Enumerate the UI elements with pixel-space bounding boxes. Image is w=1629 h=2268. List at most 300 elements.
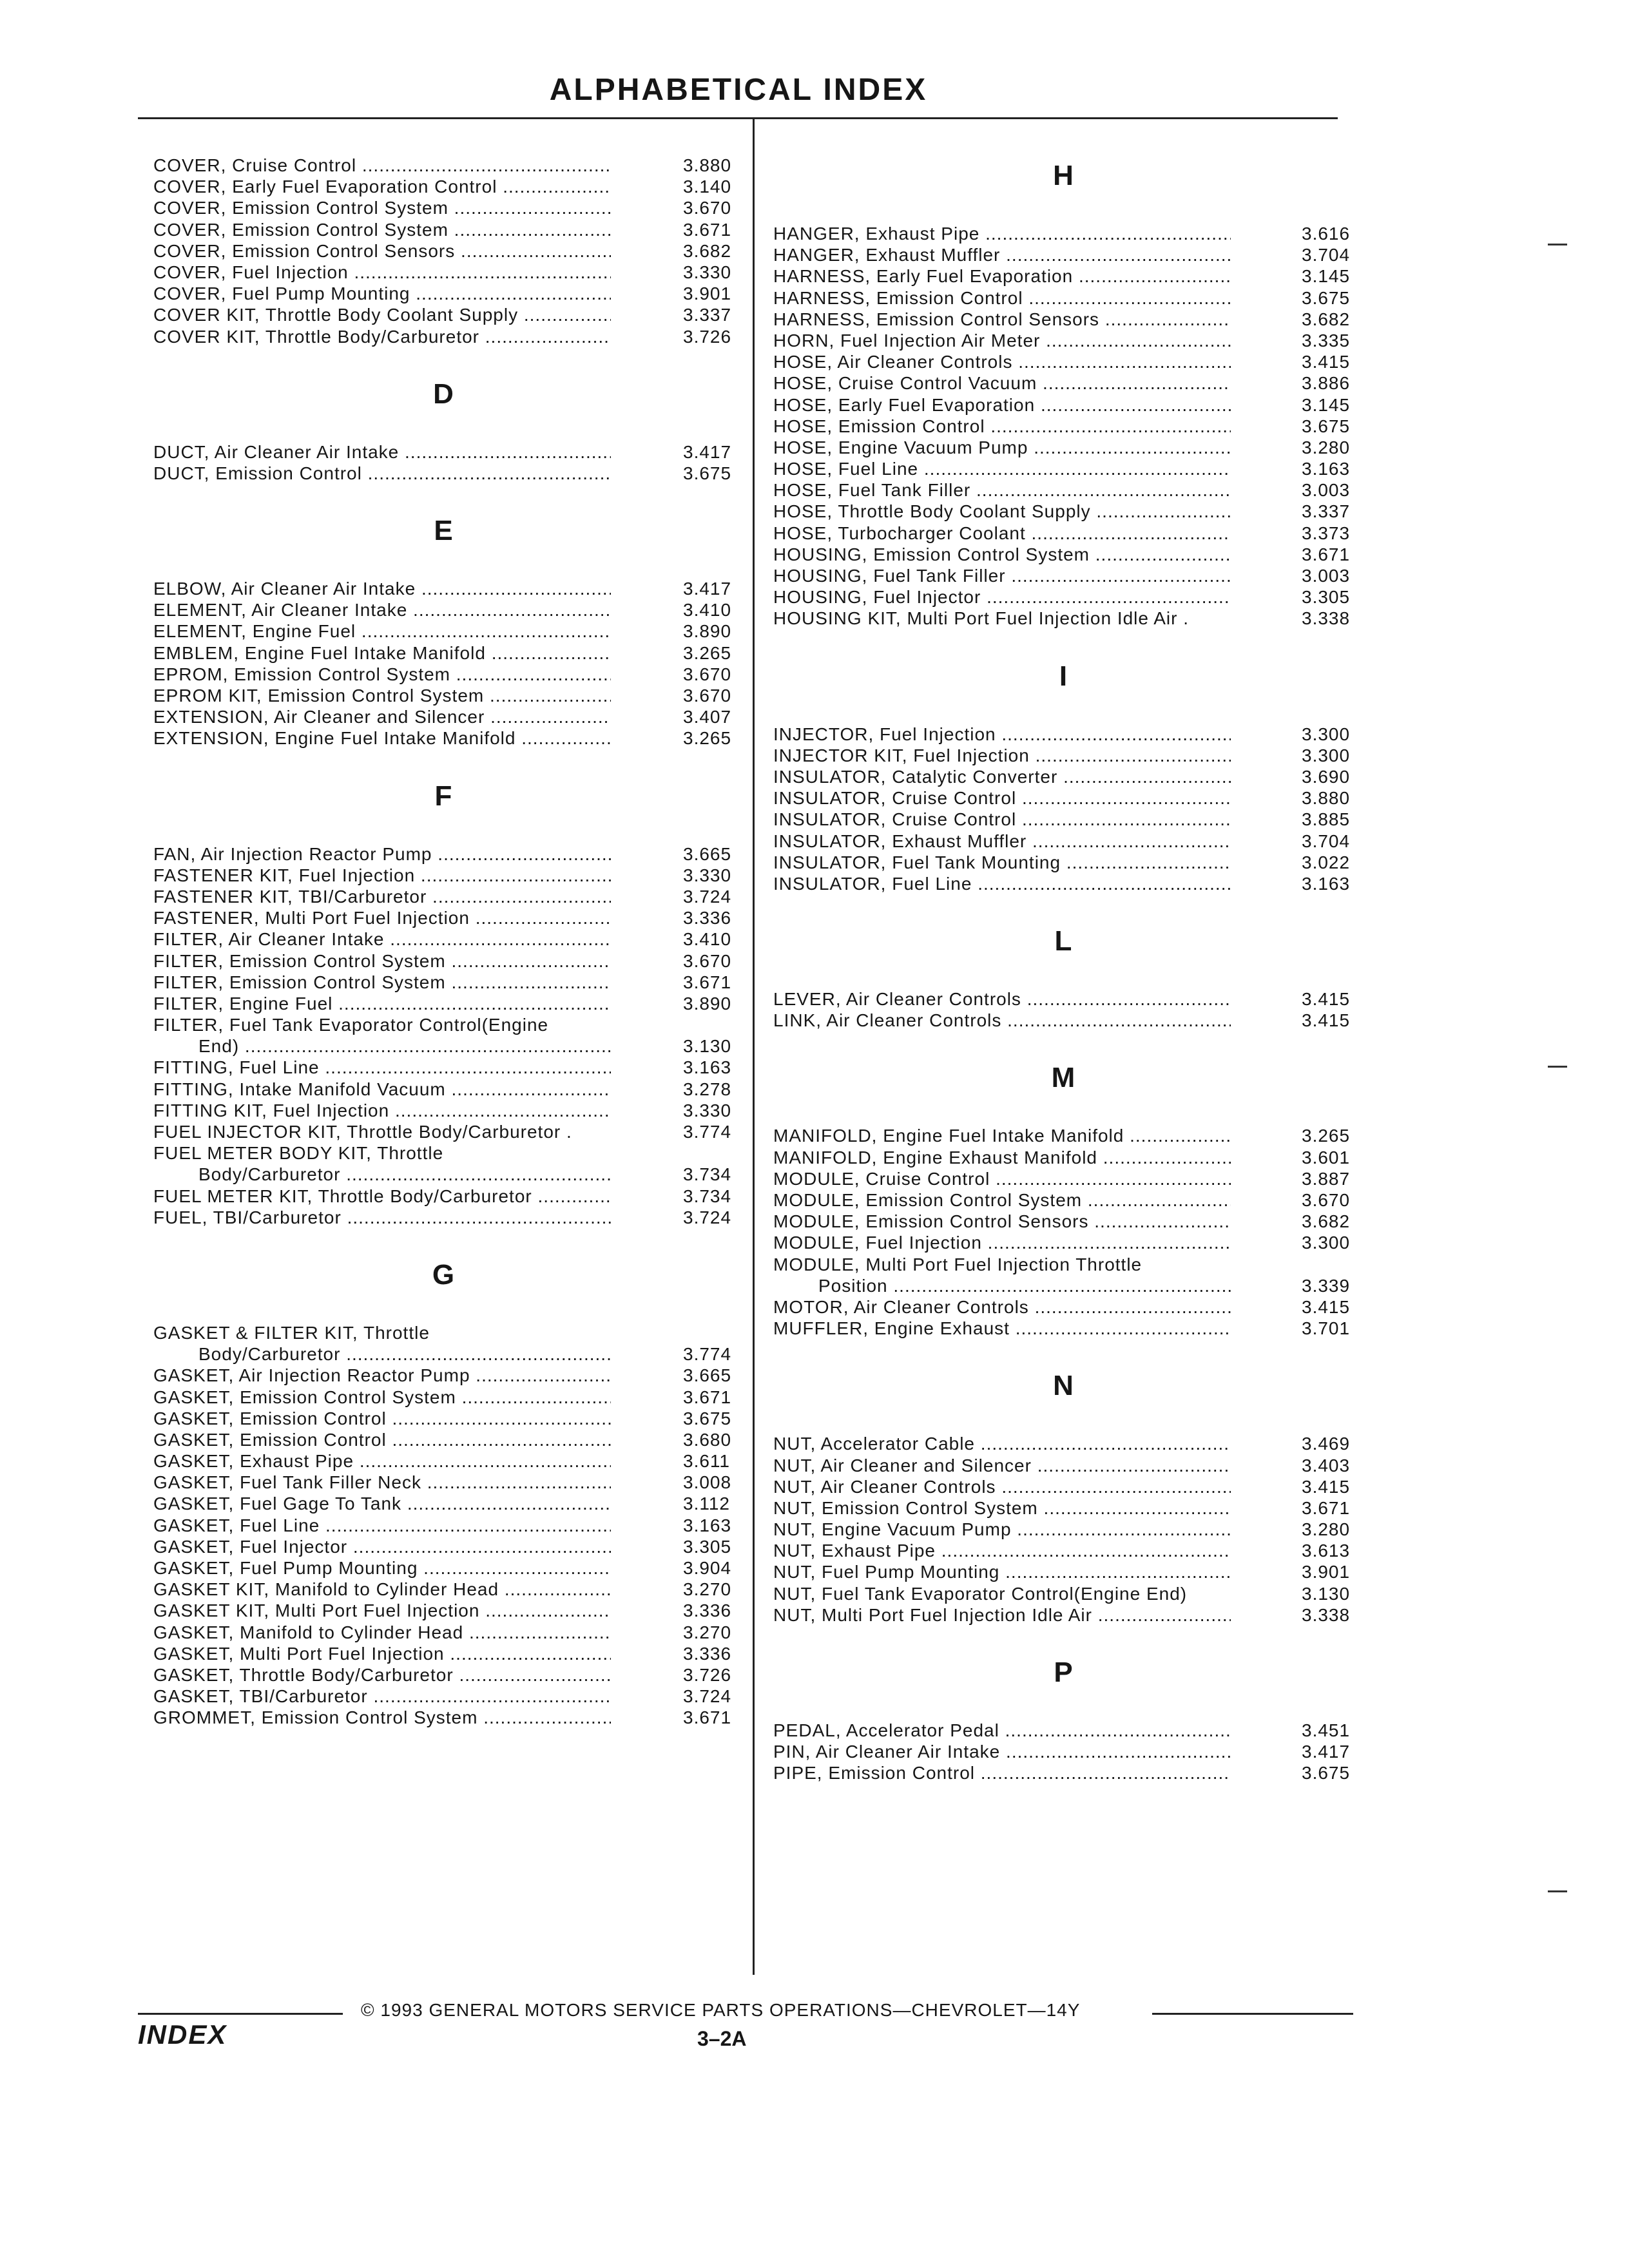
index-entry bbox=[773, 766, 1353, 787]
entry-page-ref: 3.724 bbox=[683, 1207, 732, 1227]
index-entry bbox=[773, 544, 1353, 565]
entry-name: FITTING, Intake Manifold Vacuum ..... bbox=[153, 1079, 611, 1100]
entry-name: EXTENSION, Engine Fuel Intake Manifold ..... bbox=[153, 727, 611, 749]
entry-name: HOSE, Early Fuel Evaporation ..... bbox=[773, 394, 1231, 416]
index-entry bbox=[153, 304, 733, 325]
index-entry bbox=[153, 283, 733, 304]
index-entry bbox=[153, 1186, 733, 1207]
index-entry bbox=[153, 1207, 733, 1228]
entry-page-ref: 3.904 bbox=[683, 1558, 732, 1579]
entry-page-ref: 3.305 bbox=[683, 1536, 732, 1557]
entry-page-ref: 3.675 bbox=[683, 1408, 732, 1428]
entry-name-continuation: Position ..... bbox=[773, 1275, 1231, 1296]
index-entry bbox=[153, 685, 733, 706]
entry-name: COVER, Cruise Control ..... bbox=[153, 155, 611, 176]
title-divider bbox=[138, 117, 1338, 119]
entry-name: GASKET, Throttle Body/Carburetor ..... bbox=[153, 1664, 611, 1686]
entry-page-ref: 3.690 bbox=[1302, 766, 1351, 787]
entry-page-ref: 3.675 bbox=[683, 463, 732, 483]
entry-name: FILTER, Air Cleaner Intake ..... bbox=[153, 928, 611, 950]
index-entry bbox=[153, 1707, 733, 1728]
index-entry bbox=[153, 972, 733, 993]
index-entry bbox=[773, 1189, 1353, 1211]
entry-page-ref: 3.265 bbox=[683, 642, 732, 663]
entry-page-ref: 3.330 bbox=[683, 865, 732, 885]
entry-page-ref: 3.337 bbox=[683, 305, 732, 325]
entry-page-ref: 3.613 bbox=[1302, 1541, 1351, 1561]
entry-name: ELEMENT, Engine Fuel ..... bbox=[153, 620, 611, 642]
entry-name: FUEL INJECTOR KIT, Throttle Body/Carburetor . bbox=[153, 1122, 572, 1142]
index-entry bbox=[773, 372, 1353, 394]
index-entry bbox=[153, 1579, 733, 1600]
index-entry bbox=[773, 1232, 1353, 1253]
index-entry bbox=[773, 1318, 1353, 1339]
entry-name: COVER, Emission Control System ..... bbox=[153, 219, 611, 240]
section-spacer bbox=[153, 749, 733, 775]
entry-page-ref: 3.901 bbox=[683, 284, 732, 304]
index-entry bbox=[153, 599, 733, 620]
entry-page-ref: 3.415 bbox=[1302, 989, 1351, 1010]
entry-name: HOSE, Fuel Line ..... bbox=[773, 458, 1231, 479]
index-column-left bbox=[153, 155, 733, 1729]
entry-page-ref: 3.704 bbox=[1302, 245, 1351, 265]
index-entry bbox=[153, 1493, 733, 1514]
entry-name: HOSE, Emission Control ..... bbox=[773, 416, 1231, 437]
index-entry bbox=[153, 1121, 733, 1142]
entry-page-ref: 3.890 bbox=[683, 621, 732, 642]
entry-page-ref: 3.280 bbox=[1302, 437, 1351, 457]
entry-name-line1: GASKET & FILTER KIT, Throttle bbox=[153, 1322, 430, 1343]
index-entry bbox=[153, 664, 733, 685]
entry-name: FAN, Air Injection Reactor Pump ..... bbox=[153, 843, 611, 865]
index-entry bbox=[773, 852, 1353, 873]
entry-page-ref: 3.901 bbox=[1302, 1562, 1351, 1582]
margin-mark bbox=[1548, 1890, 1567, 1892]
index-entry bbox=[153, 865, 733, 886]
entry-page-ref: 3.163 bbox=[1302, 459, 1351, 479]
entry-name: INSULATOR, Fuel Tank Mounting ..... bbox=[773, 852, 1231, 873]
section-letter-l: L bbox=[1054, 925, 1072, 957]
entry-page-ref: 3.886 bbox=[1302, 373, 1351, 394]
entry-page-ref: 3.163 bbox=[1302, 873, 1351, 894]
entry-page-ref: 3.373 bbox=[1302, 523, 1351, 543]
section-spacer bbox=[773, 1099, 1353, 1125]
entry-name: EPROM, Emission Control System ..... bbox=[153, 664, 611, 685]
index-entry bbox=[153, 1365, 733, 1386]
index-entry bbox=[153, 441, 733, 463]
entry-name: GASKET, Emission Control ..... bbox=[153, 1429, 611, 1450]
entry-name: EPROM KIT, Emission Control System ..... bbox=[153, 685, 611, 706]
entry-name: GASKET, Fuel Tank Filler Neck ..... bbox=[153, 1472, 611, 1493]
index-entry bbox=[773, 501, 1353, 522]
entry-page-ref: 3.335 bbox=[1302, 330, 1351, 351]
index-entry bbox=[773, 523, 1353, 544]
entry-name: NUT, Multi Port Fuel Injection Idle Air ..... bbox=[773, 1604, 1231, 1626]
entry-name: HOUSING, Fuel Tank Filler ..... bbox=[773, 565, 1231, 586]
index-entry bbox=[773, 873, 1353, 894]
entry-page-ref: 3.417 bbox=[1302, 1742, 1351, 1762]
margin-mark bbox=[1548, 244, 1567, 245]
entry-name: NUT, Air Cleaner Controls ..... bbox=[773, 1476, 1231, 1497]
index-entry bbox=[153, 1142, 733, 1185]
entry-name: GASKET, Manifold to Cylinder Head ..... bbox=[153, 1622, 611, 1643]
entry-name: HOSE, Engine Vacuum Pump ..... bbox=[773, 437, 1231, 458]
index-entry bbox=[773, 724, 1353, 745]
entry-page-ref: 3.336 bbox=[683, 908, 732, 928]
index-entry bbox=[773, 1211, 1353, 1232]
index-entry bbox=[153, 1100, 733, 1121]
index-entry bbox=[153, 155, 733, 176]
index-entry bbox=[773, 1010, 1353, 1031]
entry-name: COVER, Fuel Injection ..... bbox=[153, 262, 611, 283]
entry-name: MOTOR, Air Cleaner Controls ..... bbox=[773, 1296, 1231, 1318]
entry-name bbox=[153, 1142, 611, 1185]
entry-page-ref: 3.682 bbox=[1302, 1211, 1351, 1232]
index-entry bbox=[153, 1057, 733, 1078]
entry-name: LINK, Air Cleaner Controls ..... bbox=[773, 1010, 1231, 1031]
section-spacer bbox=[773, 1339, 1353, 1365]
entry-name: HOUSING, Fuel Injector ..... bbox=[773, 586, 1231, 608]
entry-name: FITTING KIT, Fuel Injection ..... bbox=[153, 1100, 611, 1121]
entry-page-ref: 3.726 bbox=[683, 326, 732, 347]
entry-page-ref: 3.734 bbox=[683, 1164, 732, 1185]
index-entry bbox=[153, 993, 733, 1014]
entry-page-ref: 3.680 bbox=[683, 1429, 732, 1450]
index-entry bbox=[153, 1472, 733, 1493]
entry-page-ref: 3.724 bbox=[683, 1686, 732, 1707]
section-letter-h: H bbox=[1053, 160, 1074, 191]
entry-name: GASKET, Air Injection Reactor Pump ..... bbox=[153, 1365, 611, 1386]
entry-name: INSULATOR, Exhaust Muffler ..... bbox=[773, 831, 1231, 852]
entry-page-ref: 3.665 bbox=[683, 843, 732, 864]
entry-name: HARNESS, Emission Control ..... bbox=[773, 287, 1231, 309]
entry-name: COVER, Early Fuel Evaporation Control ..... bbox=[153, 176, 611, 197]
entry-page-ref: 3.300 bbox=[1302, 724, 1351, 744]
index-entry bbox=[153, 1387, 733, 1408]
section-spacer bbox=[153, 347, 733, 373]
entry-page-ref: 3.336 bbox=[683, 1600, 732, 1621]
entry-page-ref: 3.330 bbox=[683, 1100, 732, 1120]
index-entry bbox=[773, 1125, 1353, 1146]
index-entry bbox=[773, 1433, 1353, 1454]
index-entry bbox=[773, 458, 1353, 479]
index-entry bbox=[153, 1014, 733, 1057]
entry-page-ref: 3.265 bbox=[683, 728, 732, 749]
entry-name: MANIFOLD, Engine Exhaust Manifold ..... bbox=[773, 1147, 1231, 1168]
entry-name: NUT, Exhaust Pipe ..... bbox=[773, 1540, 1231, 1561]
entry-page-ref: 3.734 bbox=[683, 1186, 732, 1206]
entry-page-ref: 3.880 bbox=[1302, 788, 1351, 809]
index-entry bbox=[773, 244, 1353, 265]
index-entry bbox=[153, 1450, 733, 1472]
entry-page-ref: 3.336 bbox=[683, 1643, 732, 1664]
footer-rule-left bbox=[138, 2013, 343, 2015]
entry-name-continuation: Body/Carburetor ..... bbox=[153, 1164, 611, 1185]
index-entry bbox=[153, 950, 733, 972]
entry-name: GASKET, TBI/Carburetor ..... bbox=[153, 1686, 611, 1707]
index-entry bbox=[153, 1664, 733, 1686]
section-letter-i: I bbox=[1059, 660, 1068, 692]
entry-name: GASKET, Fuel Injector ..... bbox=[153, 1536, 611, 1557]
entry-name: ELBOW, Air Cleaner Air Intake ..... bbox=[153, 578, 611, 599]
footer-rule-right bbox=[1152, 2013, 1353, 2015]
entry-page-ref: 3.337 bbox=[1302, 501, 1351, 522]
entry-name: INSULATOR, Cruise Control ..... bbox=[773, 787, 1231, 809]
entry-name: NUT, Engine Vacuum Pump ..... bbox=[773, 1519, 1231, 1540]
index-entry bbox=[773, 988, 1353, 1010]
entry-name: COVER KIT, Throttle Body Coolant Supply ..... bbox=[153, 304, 611, 325]
index-entry bbox=[773, 223, 1353, 244]
entry-page-ref: 3.417 bbox=[683, 579, 732, 599]
index-entry bbox=[773, 831, 1353, 852]
index-entry bbox=[773, 437, 1353, 458]
index-entry bbox=[153, 928, 733, 950]
section-spacer bbox=[773, 698, 1353, 724]
entry-page-ref: 3.469 bbox=[1302, 1434, 1351, 1454]
index-entry bbox=[773, 1720, 1353, 1741]
entry-page-ref: 3.163 bbox=[683, 1057, 732, 1078]
section-letter-f: F bbox=[434, 780, 452, 812]
entry-page-ref: 3.451 bbox=[1302, 1720, 1351, 1741]
entry-page-ref: 3.726 bbox=[683, 1664, 732, 1685]
entry-name: INJECTOR, Fuel Injection ..... bbox=[773, 724, 1231, 745]
entry-page-ref: 3.415 bbox=[1302, 1296, 1351, 1317]
entry-name: GASKET, Emission Control System ..... bbox=[153, 1387, 611, 1408]
entry-name: HARNESS, Early Fuel Evaporation ..... bbox=[773, 265, 1231, 287]
index-entry bbox=[153, 1686, 733, 1707]
index-entry bbox=[153, 620, 733, 642]
index-entry bbox=[773, 351, 1353, 372]
entry-page-ref: 3.300 bbox=[1302, 745, 1351, 765]
entry-page-ref: 3.410 bbox=[683, 929, 732, 950]
index-entry bbox=[773, 1476, 1353, 1497]
entry-name: COVER, Emission Control System ..... bbox=[153, 197, 611, 218]
entry-name: FITTING, Fuel Line ..... bbox=[153, 1057, 611, 1078]
entry-page-ref: 3.415 bbox=[1302, 352, 1351, 372]
page-number: 3–2A bbox=[697, 2027, 747, 2050]
entry-name bbox=[153, 1014, 611, 1057]
index-entry bbox=[773, 565, 1353, 586]
index-entry bbox=[153, 1429, 733, 1450]
entry-name: NUT, Accelerator Cable ..... bbox=[773, 1433, 1231, 1454]
entry-name: COVER, Fuel Pump Mounting ..... bbox=[153, 283, 611, 304]
index-entry bbox=[153, 240, 733, 262]
entry-name: MODULE, Emission Control Sensors ..... bbox=[773, 1211, 1231, 1232]
entry-page-ref: 3.410 bbox=[683, 600, 732, 620]
entry-name: HOSE, Cruise Control Vacuum ..... bbox=[773, 372, 1231, 394]
index-entry bbox=[153, 1515, 733, 1536]
entry-page-ref: 3.675 bbox=[1302, 1763, 1351, 1783]
index-entry bbox=[773, 479, 1353, 501]
entry-name: FASTENER KIT, TBI/Carburetor ..... bbox=[153, 886, 611, 907]
index-entry bbox=[153, 1643, 733, 1664]
index-entry bbox=[773, 1762, 1353, 1783]
section-spacer bbox=[153, 552, 733, 578]
entry-page-ref: 3.701 bbox=[1302, 1318, 1351, 1339]
entry-name: GASKET KIT, Manifold to Cylinder Head ..... bbox=[153, 1579, 611, 1600]
entry-name: EXTENSION, Air Cleaner and Silencer ..... bbox=[153, 706, 611, 727]
index-entry bbox=[153, 907, 733, 928]
entry-name: NUT, Fuel Tank Evaporator Control(Engine End) bbox=[773, 1583, 1188, 1604]
entry-page-ref: 3.140 bbox=[683, 177, 732, 197]
entry-page-ref: 3.670 bbox=[683, 198, 732, 218]
entry-page-ref: 3.003 bbox=[1302, 566, 1351, 586]
entry-page-ref: 3.130 bbox=[1302, 1583, 1351, 1604]
index-entry bbox=[153, 197, 733, 218]
entry-name-line1: FUEL METER BODY KIT, Throttle bbox=[153, 1143, 444, 1164]
entry-page-ref: 3.280 bbox=[1302, 1519, 1351, 1540]
index-entry bbox=[153, 219, 733, 240]
index-entry bbox=[773, 309, 1353, 330]
entry-name: FUEL METER KIT, Throttle Body/Carburetor ..... bbox=[153, 1186, 611, 1207]
index-entry bbox=[153, 578, 733, 599]
section-spacer bbox=[153, 484, 733, 510]
entry-name: GASKET, Multi Port Fuel Injection ..... bbox=[153, 1643, 611, 1664]
section-spacer bbox=[773, 1407, 1353, 1433]
entry-name: HOSE, Throttle Body Coolant Supply ..... bbox=[773, 501, 1231, 522]
entry-name: GROMMET, Emission Control System ..... bbox=[153, 1707, 611, 1728]
entry-page-ref: 3.885 bbox=[1302, 809, 1351, 830]
section-letter-g: G bbox=[432, 1258, 455, 1291]
index-entry bbox=[153, 326, 733, 347]
index-entry bbox=[773, 1168, 1353, 1189]
index-entry bbox=[773, 1741, 1353, 1762]
index-entry bbox=[153, 886, 733, 907]
index-entry bbox=[153, 1322, 733, 1365]
entry-name: COVER, Emission Control Sensors ..... bbox=[153, 240, 611, 262]
entry-name: GASKET, Fuel Pump Mounting ..... bbox=[153, 1557, 611, 1579]
entry-page-ref: 3.163 bbox=[683, 1515, 732, 1535]
section-spacer bbox=[773, 963, 1353, 988]
section-spacer bbox=[773, 1626, 1353, 1651]
index-entry bbox=[773, 1296, 1353, 1318]
section-spacer bbox=[773, 629, 1353, 655]
entry-name: MODULE, Fuel Injection ..... bbox=[773, 1232, 1231, 1253]
entry-name: GASKET KIT, Multi Port Fuel Injection ..... bbox=[153, 1600, 611, 1621]
entry-page-ref: 3.670 bbox=[683, 664, 732, 684]
index-entry bbox=[773, 1147, 1353, 1168]
entry-name: FILTER, Engine Fuel ..... bbox=[153, 993, 611, 1014]
entry-page-ref: 3.671 bbox=[1302, 1497, 1351, 1518]
entry-name: INSULATOR, Cruise Control ..... bbox=[773, 809, 1231, 830]
section-letter-d: D bbox=[433, 378, 454, 410]
entry-name: PEDAL, Accelerator Pedal ..... bbox=[773, 1720, 1231, 1741]
entry-page-ref: 3.675 bbox=[1302, 287, 1351, 308]
entry-page-ref: 3.671 bbox=[683, 219, 732, 240]
index-entry bbox=[773, 265, 1353, 287]
entry-name: COVER KIT, Throttle Body/Carburetor ..... bbox=[153, 326, 611, 347]
section-spacer bbox=[153, 1296, 733, 1322]
entry-page-ref: 3.682 bbox=[683, 240, 732, 261]
entry-page-ref: 3.616 bbox=[1302, 224, 1351, 244]
entry-name: HOSE, Air Cleaner Controls ..... bbox=[773, 351, 1231, 372]
entry-page-ref: 3.130 bbox=[683, 1036, 732, 1057]
index-entry bbox=[153, 843, 733, 865]
entry-name: INJECTOR KIT, Fuel Injection ..... bbox=[773, 745, 1231, 766]
entry-page-ref: 3.003 bbox=[1302, 480, 1351, 501]
entry-name bbox=[773, 1254, 1231, 1296]
index-entry bbox=[773, 1254, 1353, 1296]
entry-name: EMBLEM, Engine Fuel Intake Manifold ..... bbox=[153, 642, 611, 664]
entry-page-ref: 3.671 bbox=[1302, 544, 1351, 564]
entry-page-ref: 3.008 bbox=[683, 1472, 732, 1493]
entry-page-ref: 3.417 bbox=[683, 441, 732, 462]
index-entry bbox=[773, 608, 1353, 629]
index-entry bbox=[773, 586, 1353, 608]
entry-name: HOSE, Fuel Tank Filler ..... bbox=[773, 479, 1231, 501]
section-spacer bbox=[773, 1031, 1353, 1057]
entry-page-ref: 3.270 bbox=[683, 1579, 732, 1600]
entry-name: PIN, Air Cleaner Air Intake ..... bbox=[773, 1741, 1231, 1762]
entry-name: MODULE, Cruise Control ..... bbox=[773, 1168, 1231, 1189]
entry-name: GASKET, Exhaust Pipe ..... bbox=[153, 1450, 611, 1472]
index-entry bbox=[773, 1519, 1353, 1540]
index-entry bbox=[153, 1536, 733, 1557]
index-entry bbox=[773, 1561, 1353, 1582]
section-letter-n: N bbox=[1053, 1370, 1074, 1402]
entry-page-ref: 3.724 bbox=[683, 886, 732, 907]
entry-name: DUCT, Air Cleaner Air Intake ..... bbox=[153, 441, 611, 463]
index-entry bbox=[773, 330, 1353, 351]
entry-page-ref: 3.670 bbox=[1302, 1190, 1351, 1210]
entry-name: NUT, Fuel Pump Mounting ..... bbox=[773, 1561, 1231, 1582]
entry-name-line1: MODULE, Multi Port Fuel Injection Throttle bbox=[773, 1254, 1142, 1274]
section-letter-m: M bbox=[1051, 1062, 1075, 1094]
entry-page-ref: 3.339 bbox=[1302, 1275, 1351, 1296]
entry-name-line1: FILTER, Fuel Tank Evaporator Control(Engine bbox=[153, 1015, 549, 1035]
entry-page-ref: 3.704 bbox=[1302, 831, 1351, 851]
entry-name: FUEL, TBI/Carburetor ..... bbox=[153, 1207, 611, 1228]
entry-name: FASTENER, Multi Port Fuel Injection ..... bbox=[153, 907, 611, 928]
index-entry bbox=[153, 1408, 733, 1429]
entry-page-ref: 3.601 bbox=[1302, 1147, 1351, 1168]
entry-page-ref: 3.774 bbox=[683, 1122, 732, 1142]
index-entry bbox=[773, 809, 1353, 830]
entry-page-ref: 3.112 bbox=[683, 1494, 730, 1514]
index-entry bbox=[153, 1557, 733, 1579]
entry-name: LEVER, Air Cleaner Controls ..... bbox=[773, 988, 1231, 1010]
section-spacer bbox=[153, 818, 733, 843]
index-entry bbox=[153, 1600, 733, 1621]
entry-name: NUT, Air Cleaner and Silencer ..... bbox=[773, 1455, 1231, 1476]
entry-page-ref: 3.330 bbox=[683, 262, 732, 282]
index-entry bbox=[773, 394, 1353, 416]
entry-page-ref: 3.415 bbox=[1302, 1476, 1351, 1497]
entry-page-ref: 3.671 bbox=[683, 1387, 732, 1407]
entry-page-ref: 3.278 bbox=[683, 1079, 732, 1099]
entry-name bbox=[153, 1322, 611, 1365]
section-spacer bbox=[153, 1228, 733, 1254]
section-letter-p: P bbox=[1054, 1657, 1073, 1689]
page-title: ALPHABETICAL INDEX bbox=[549, 73, 928, 107]
entry-name: HANGER, Exhaust Pipe ..... bbox=[773, 223, 1231, 244]
entry-page-ref: 3.670 bbox=[683, 950, 732, 971]
entry-name: INSULATOR, Catalytic Converter ..... bbox=[773, 766, 1231, 787]
entry-name: HOSE, Turbocharger Coolant ..... bbox=[773, 523, 1231, 544]
entry-page-ref: 3.671 bbox=[683, 1707, 732, 1728]
index-entry bbox=[773, 287, 1353, 309]
entry-name-continuation: Body/Carburetor ..... bbox=[153, 1343, 611, 1365]
entry-name: MANIFOLD, Engine Fuel Intake Manifold ..... bbox=[773, 1125, 1231, 1146]
index-entry bbox=[773, 1604, 1353, 1626]
entry-page-ref: 3.682 bbox=[1302, 309, 1351, 329]
entry-page-ref: 3.774 bbox=[683, 1344, 732, 1365]
entry-page-ref: 3.887 bbox=[1302, 1168, 1351, 1189]
entry-name-continuation: End) ..... bbox=[153, 1035, 611, 1057]
entry-page-ref: 3.338 bbox=[1302, 608, 1351, 629]
entry-page-ref: 3.890 bbox=[683, 993, 732, 1014]
entry-name: HARNESS, Emission Control Sensors ..... bbox=[773, 309, 1231, 330]
